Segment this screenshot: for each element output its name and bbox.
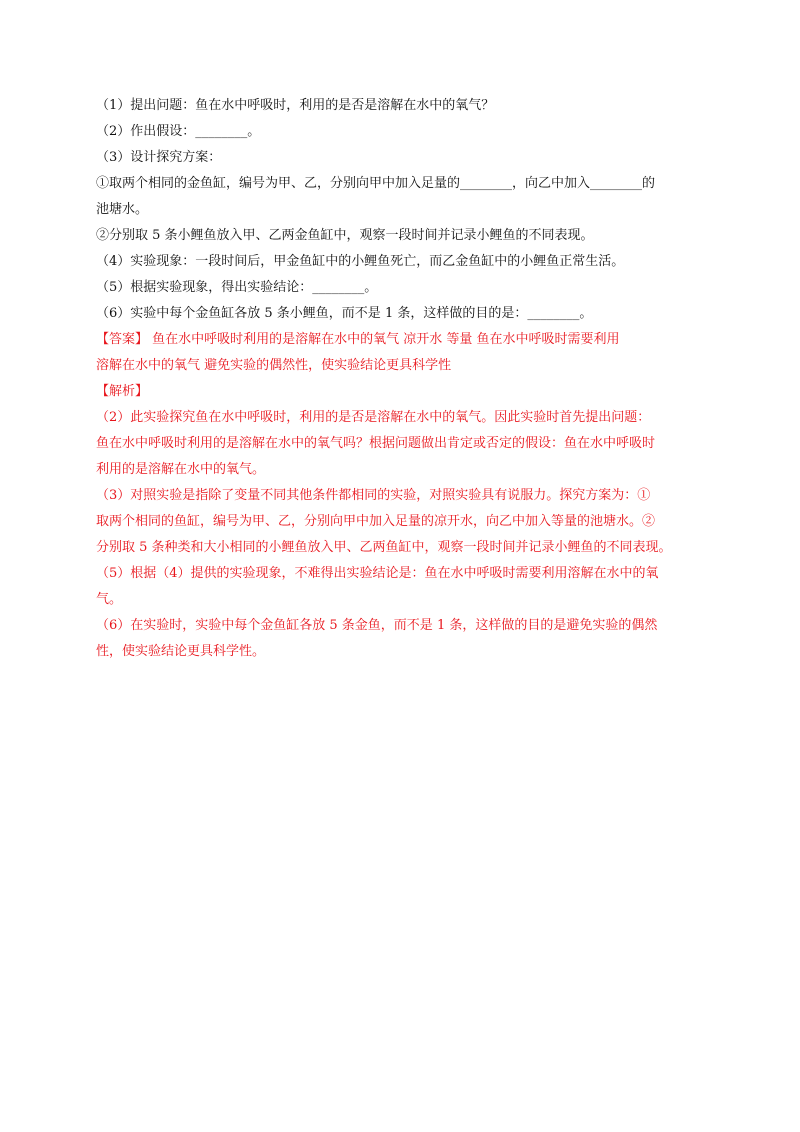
answer-text-1: 鱼在水中呼吸时利用的是溶解在水中的氧气 凉开水 等量 鱼在水中呼吸时需要利用: [148, 332, 620, 347]
question-line-9: （6）实验中每个金鱼缸各放 5 条小鲤鱼，而不是 1 条，这样做的目的是：________。: [96, 306, 593, 321]
question-line-1: （1）提出问题：鱼在水中呼吸时，利用的是否是溶解在水中的氧气？: [96, 98, 495, 113]
answer-label: 【答案】: [96, 332, 149, 347]
question-line-4: ①取两个相同的金鱼缸，编号为甲、乙，分别向甲中加入足量的________，向乙中加入________的: [96, 176, 656, 191]
analysis-line-4: （3）对照实验是指除了变量不同其他条件都相同的实验，对照实验具有说服力。探究方案为：①: [96, 488, 651, 503]
question-line-6: ②分别取 5 条小鲤鱼放入甲、乙两金鱼缸中，观察一段时间并记录小鲤鱼的不同表现。: [96, 228, 594, 243]
answer-line-1: [96, 327, 708, 353]
analysis-label: 【解析】: [96, 384, 149, 399]
analysis-line-2: 鱼在水中呼吸时利用的是溶解在水中的氧气吗？根据问题做出肯定或否定的假设：鱼在水中呼吸时: [96, 436, 656, 451]
answer-line-2: 溶解在水中的氧气 避免实验的偶然性，使实验结论更具科学性: [96, 358, 452, 373]
analysis-line-10: 性，使实验结论更具科学性。: [96, 644, 266, 659]
question-line-2: （2）作出假设：________。: [96, 124, 261, 139]
analysis-line-9: （6）在实验时，实验中每个金鱼缸各放 5 条金鱼，而不是 1 条，这样做的目的是避免实验的偶然: [96, 618, 658, 633]
question-line-5: 池塘水。: [96, 202, 149, 217]
question-line-7: （4）实验现象：一段时间后，甲金鱼缸中的小鲤鱼死亡，而乙金鱼缸中的小鲤鱼正常生活。: [96, 254, 625, 269]
question-line-3: （3）设计探究方案：: [96, 150, 222, 165]
analysis-line-7: （5）根据（4）提供的实验现象，不难得出实验结论是：鱼在水中呼吸时需要利用溶解在水中的氧: [96, 566, 659, 581]
analysis-line-1: （2）此实验探究鱼在水中呼吸时，利用的是否是溶解在水中的氧气。因此实验时首先提出问题：: [96, 410, 651, 425]
analysis-line-3: 利用的是溶解在水中的氧气。: [96, 462, 266, 477]
question-line-8: （5）根据实验现象，得出实验结论：________。: [96, 280, 378, 295]
analysis-line-6: 分别取 5 条种类和大小相同的小鲤鱼放入甲、乙两鱼缸中，观察一段时间并记录小鲤鱼的不同表现。: [96, 540, 672, 555]
document-page: [96, 93, 708, 665]
analysis-line-5: 取两个相同的鱼缸，编号为甲、乙，分别向甲中加入足量的凉开水，向乙中加入等量的池塘水。②: [96, 514, 656, 529]
analysis-line-8: 气。: [96, 592, 123, 607]
